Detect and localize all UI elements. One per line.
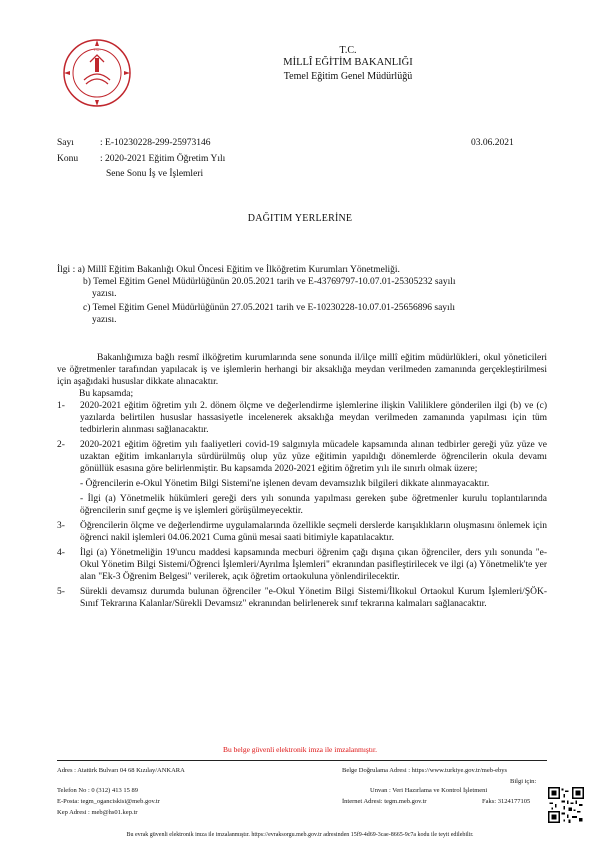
- list-item-text: 2020-2021 eğitim öğretim yılı 2. dönem ölçme ve değerlendirme işlemlerine ilişkin Valiliklere gönderilen ilgi (b) ve (c) yazılarda belirtilen hususlar hassasiyetle incelenerek aksaklığa meydan verilmeden zamanında yapılması için tüm tedbirlerin alınması sağlanacaktır.: [80, 401, 547, 435]
- footer-fax: Faks: 3124177105: [482, 798, 531, 805]
- list-item: [57, 586, 547, 610]
- konu-label: Konu: [57, 154, 79, 164]
- ilgi-a: İlgi : a) Millî Eğitim Bakanlığı Okul Öncesi Eğitim ve İlköğretim Kurumları Yönetmeliği.: [57, 265, 400, 275]
- footer-unvan: Unvan : Veri Hazırlama ve Kontrol İşletmeni: [370, 787, 488, 794]
- footer-internet[interactable]: İnternet Adresi: tegm.meb.gov.tr: [342, 798, 427, 805]
- footer-kep: Kep Adresi : meb@hs01.kep.tr: [57, 809, 138, 816]
- footer-phone: Telefon No : 0 (312) 413 15 89: [57, 787, 138, 794]
- verification-note: Bu evrak güvenli elektronik imza ile imzalanmıştır. https://evraksorgu.meb.gov.tr adresinden 15f9-4d69-3cae-8665-9c7a kodu ile teyit edilebilir.: [126, 832, 474, 838]
- header-tc: T.C.: [339, 45, 357, 56]
- list-item: [57, 439, 547, 517]
- list-item-text: Öğrencilerin ölçme ve değerlendirme uygulamalarında özellikle seçmeli derslerde karışıklıkların oluşmasını önlemek için öğrenci nakil işlemleri 04.06.2021 Cuma günü mesai saati bitimiyle kapatılacaktır.: [80, 521, 547, 543]
- list-item-number: 5-: [57, 587, 65, 597]
- footer-email[interactable]: E-Posta: tegm_oganciskisi@meb.gov.tr: [57, 798, 160, 805]
- distribution-title: DAĞITIM YERLERİNE: [247, 213, 353, 224]
- document-date: 03.06.2021: [471, 138, 514, 148]
- e-signature-warning: Bu belge güvenli elektronik imza ile imzalanmıştır.: [223, 745, 377, 754]
- list-item-number: 1-: [57, 401, 65, 411]
- document-body: [57, 352, 547, 613]
- list-item: [57, 400, 547, 436]
- sayi-value: : E-10230228-299-25973146: [100, 138, 211, 148]
- svg-text:T.C.: T.C.: [93, 47, 101, 52]
- list-item-text: Sürekli devamsız durumda bulunan öğrenciler "e-Okul Yönetim Bilgi Sistemi/İlkokul Ortaokul Kurum İşlemleri/ŞÖK-Sınıf Tekrarına Kalanlar/Sürekli Devamsız" ekranından belirlenerek sınıf tekrarına kalmaları sağlanacaktır.: [80, 587, 547, 609]
- konu-value-line2: Sene Sonu İş ve İşlemleri: [106, 169, 204, 179]
- footer-divider: [57, 760, 547, 761]
- footer-verify-link[interactable]: Belge Doğrulama Adresi : https://www.turkiye.gov.tr/meb-ebys: [342, 767, 508, 774]
- ilgi-c-line2: yazısı.: [92, 315, 117, 325]
- header-ministry: MİLLÎ EĞİTİM BAKANLIĞI: [283, 57, 413, 68]
- bu-kapsamda: Bu kapsamda;: [79, 389, 134, 399]
- header-directorate: Temel Eğitim Genel Müdürlüğü: [283, 71, 413, 82]
- qr-code-icon: [548, 787, 584, 823]
- footer-info-label: Bilgi için:: [510, 778, 537, 785]
- list-item-text: 2020-2021 eğitim öğretim yılı faaliyetleri covid-19 salgınıyla mücadele kapsamında alınan tedbirler gereği yüz yüze ve uzaktan eğitim imkanlarıyla sürdürülmüş olup yüz yüze eğitimin yapıldığı dönemlerde öğrencilerin okula devamı gönüllük esasına göre belirlenmiştir. Bu kapsamda 2020-2021 eğitim öğretim yılı ile sınırlı olmak üzere;: [80, 440, 547, 474]
- list-item: [57, 520, 547, 544]
- list-subitem: - İlgi (a) Yönetmelik hükümleri gereği ders yılı sonunda yapılması gereken şube öğretmenler kurulu toplantılarında öğrencilerin sınıf geçme iş ve işlemleri görüşülmeyecektir.: [80, 494, 547, 516]
- konu-value-line1: : 2020-2021 Eğitim Öğretim Yılı: [100, 154, 226, 164]
- intro-paragraph: Bakanlığımıza bağlı resmî ilköğretim kurumlarında sene sonunda il/ilçe millî eğitim müdürlükleri, okul yöneticileri ve öğretmenler tarafından yapılacak iş ve işlemlerin herhangi bir aksaklığa meydan verilmeden zamanında gerçekleştirilmesi için aşağıdaki hususlar dikkate alınacaktır.: [57, 353, 547, 387]
- ilgi-b-line2: yazısı.: [92, 289, 117, 299]
- footer-address: Adres : Atatürk Bulvarı 04 68 Kızılay/ANKARA: [57, 767, 185, 774]
- ilgi-section: [57, 264, 547, 326]
- list-item-number: 4-: [57, 548, 65, 558]
- list-item: [57, 547, 547, 583]
- list-subitem: - Öğrencilerin e-Okul Yönetim Bilgi Sistemi'ne işlenen devam devamsızlık bilgileri dikkate alınmayacaktır.: [80, 479, 490, 489]
- list-item-number: 3-: [57, 521, 65, 531]
- sayi-label: Sayı: [57, 138, 74, 148]
- list-item-number: 2-: [57, 440, 65, 450]
- list-item-text: İlgi (a) Yönetmeliğin 19'uncu maddesi kapsamında mecburi öğrenim çağı dışına çıkan öğrenciler, ders yılı sonunda "e-Okul Yönetim Bilgi Sistemi/Öğrenci İşlemleri/Ayrılma İşlemleri" ekranından pasifleştirilecek ve ilgi (a) Yönetmelik'te yer alan "Ek-3 Öğrenim Belgesi" verilerek, açık öğretim ortaokuluna yönlendirilecektir.: [80, 548, 547, 582]
- ilgi-b-line1: b) Temel Eğitim Genel Müdürlüğünün 20.05.2021 tarih ve E-43769797-10.07.01-25305232 sayılı: [83, 277, 456, 287]
- ilgi-c-line1: c) Temel Eğitim Genel Müdürlüğünün 27.05.2021 tarih ve E-10230228-10.07.01-25656896 sayılı: [83, 303, 455, 313]
